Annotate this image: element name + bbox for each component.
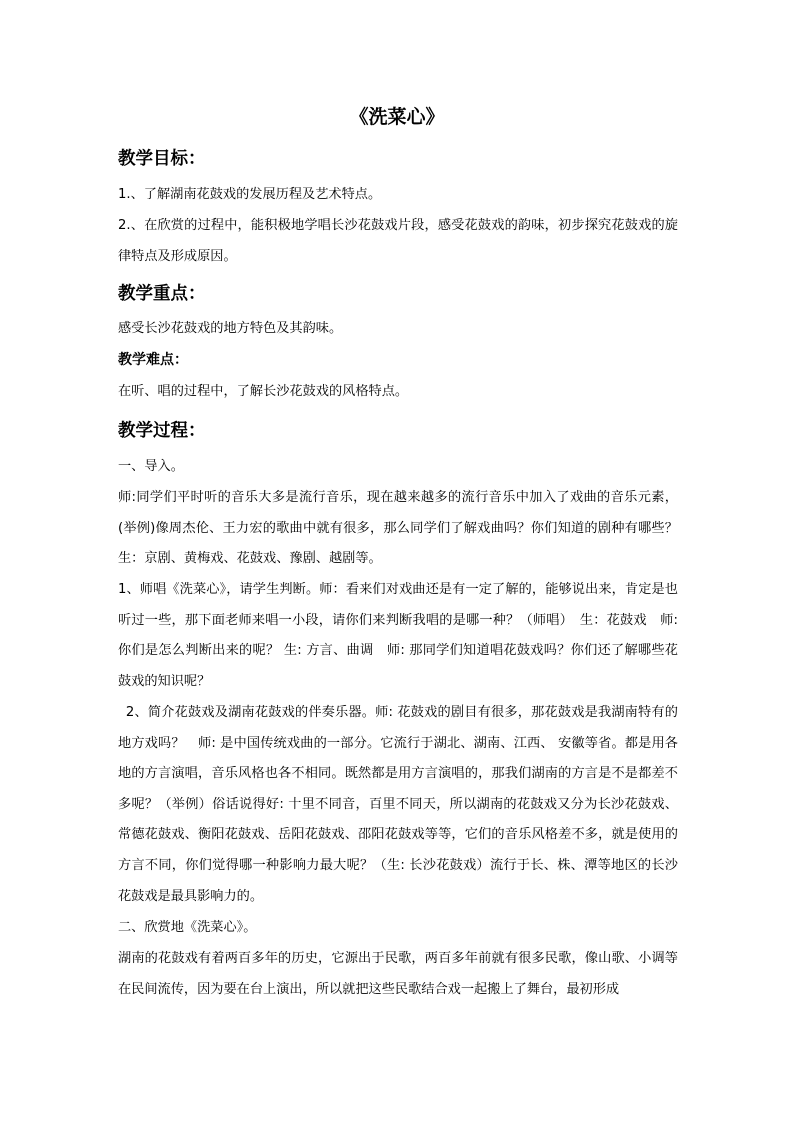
step-2-heading: 二、欣赏地《洗菜心》。 bbox=[118, 920, 257, 935]
goal-1: 1.、了解湖南花鼓戏的发展历程及艺术特点。 bbox=[118, 187, 382, 202]
step-1-heading: 一、导入。 bbox=[118, 459, 184, 474]
paragraph-2: 2、简介花鼓戏及湖南花鼓戏的伴奏乐器。师: 花鼓戏的剧目有很多，那花鼓戏是我湖南特有的地方戏吗？ 师: 是中国传统戏曲的一部分。它流行于湖北、湖南、江西、 安徽等省。都是用各地的方言演唱，音乐风格也各不相同。既然都是用方言演唱的，那我们湖南的方言是不是都差不多呢？（举例）俗话说得好: 十里不同音，百里不同天，所以湖南的花鼓戏又分为长沙花鼓戏、常德花鼓戏、衡阳花鼓戏、岳阳花鼓戏、邵阳花鼓戏等等，它们的音乐风格差不多，就是使用的方言不同，你们觉得哪一种影响力最大呢？（生: 长沙花鼓戏）流行于长、株、潭等地区的长沙花鼓戏是最具影响力的。 bbox=[118, 705, 678, 904]
document-title: 《洗菜心》 bbox=[349, 106, 445, 128]
paragraph-1: 1、师唱《洗菜心》，请学生判断。师：看来们对戏曲还是有一定了解的，能够说出来，肯定是也听过一些，那下面老师来唱一小段，请你们来判断我唱的是哪一种？（师唱） 生：花鼓戏 师: 你们是怎么判断出来的呢？ 生: 方言、曲调 师: 那同学们知道唱花鼓戏吗？你们还了解哪些花鼓戏的知识呢？ bbox=[118, 582, 678, 689]
goal-2: 2.、在欣赏的过程中，能积极地学唱长沙花鼓戏片段，感受花鼓戏的韵味，初步探究花鼓戏的旋律特点及形成原因。 bbox=[118, 218, 678, 264]
paragraph-intro: 师:同学们平时听的音乐大多是流行音乐，现在越来越多的流行音乐中加入了戏曲的音乐元素，(举例)像周杰伦、王力宏的歌曲中就有很多，那么同学们了解戏曲吗？你们知道的剧种有哪些？生：京剧、黄梅戏、花鼓戏、豫剧、越剧等。 bbox=[118, 490, 678, 567]
difficulties-text: 在听、唱的过程中，了解长沙花鼓戏的风格特点。 bbox=[118, 384, 409, 399]
heading-key-points: 教学重点： bbox=[118, 284, 206, 304]
paragraph-3: 湖南的花鼓戏有着两百多年的历史，它源出于民歌，两百多年前就有很多民歌，像山歌、小调等在民间流传，因为要在台上演出，所以就把这些民歌结合戏一起搬上了舞台，最初形成 bbox=[118, 951, 678, 997]
key-points-text: 感受长沙花鼓戏的地方特色及其韵味。 bbox=[118, 321, 343, 336]
heading-teaching-goals: 教学目标： bbox=[118, 149, 206, 169]
heading-teaching-process: 教学过程： bbox=[118, 421, 206, 441]
heading-difficulties: 教学难点： bbox=[118, 352, 188, 368]
